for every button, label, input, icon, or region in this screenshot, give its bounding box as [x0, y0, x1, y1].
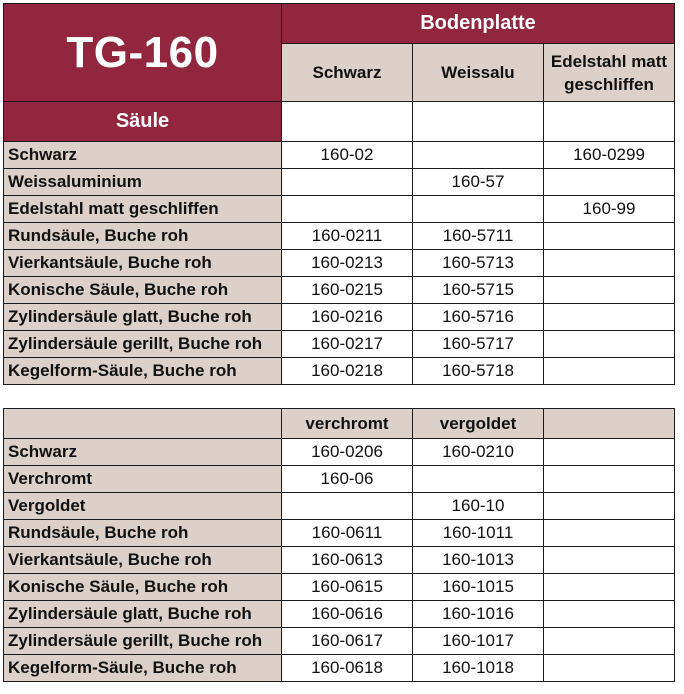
empty-cell — [413, 102, 544, 142]
article-number-cell: 160-1015 — [413, 574, 544, 601]
row-label: Kegelform-Säule, Buche roh — [4, 358, 282, 385]
article-number-cell — [544, 277, 675, 304]
column-header: verchromt — [282, 409, 413, 439]
article-number-cell: 160-0299 — [544, 142, 675, 169]
article-number-cell: 160-0215 — [282, 277, 413, 304]
article-number-cell — [544, 655, 675, 682]
article-number-cell — [544, 601, 675, 628]
table-row — [4, 142, 675, 169]
row-label: Weissaluminium — [4, 169, 282, 196]
article-number-cell — [544, 304, 675, 331]
article-number-cell — [282, 493, 413, 520]
table-row — [4, 304, 675, 331]
article-number-cell: 160-0211 — [282, 223, 413, 250]
article-number-cell: 160-0210 — [413, 439, 544, 466]
article-number-cell: 160-0217 — [282, 331, 413, 358]
article-number-cell: 160-99 — [544, 196, 675, 223]
article-number-cell: 160-0615 — [282, 574, 413, 601]
table-row — [4, 277, 675, 304]
row-label: Vierkantsäule, Buche roh — [4, 250, 282, 277]
article-number-cell — [544, 331, 675, 358]
row-label: Edelstahl matt geschliffen — [4, 196, 282, 223]
article-number-cell — [544, 520, 675, 547]
row-label: Schwarz — [4, 439, 282, 466]
column-header: Weissalu — [413, 44, 544, 102]
article-number-cell: 160-0216 — [282, 304, 413, 331]
row-label: Zylindersäule glatt, Buche roh — [4, 601, 282, 628]
empty-header-cell — [4, 409, 282, 439]
article-number-cell: 160-1011 — [413, 520, 544, 547]
table-row — [4, 547, 675, 574]
article-number-cell: 160-10 — [413, 493, 544, 520]
row-label: Schwarz — [4, 142, 282, 169]
row-label: Vergoldet — [4, 493, 282, 520]
table-row — [4, 439, 675, 466]
article-number-cell: 160-1013 — [413, 547, 544, 574]
row-label: Zylindersäule gerillt, Buche roh — [4, 331, 282, 358]
article-number-cell: 160-02 — [282, 142, 413, 169]
empty-cell — [544, 102, 675, 142]
table-row — [4, 574, 675, 601]
product-title: TG-160 — [4, 4, 282, 102]
article-number-cell — [544, 223, 675, 250]
column-header — [544, 409, 675, 439]
article-number-cell: 160-1016 — [413, 601, 544, 628]
article-number-cell: 160-0618 — [282, 655, 413, 682]
row-label: Verchromt — [4, 466, 282, 493]
row-label: Zylindersäule gerillt, Buche roh — [4, 628, 282, 655]
table-row — [4, 628, 675, 655]
article-number-cell — [544, 358, 675, 385]
article-number-cell: 160-5713 — [413, 250, 544, 277]
price-table-metallic — [3, 408, 675, 682]
article-number-cell: 160-0213 — [282, 250, 413, 277]
row-header-saeule: Säule — [4, 102, 282, 142]
article-number-cell: 160-0613 — [282, 547, 413, 574]
table-row — [4, 169, 675, 196]
column-header: Edelstahl matt geschliffen — [544, 44, 675, 102]
row-label: Rundsäule, Buche roh — [4, 520, 282, 547]
article-number-cell: 160-0218 — [282, 358, 413, 385]
row-label: Konische Säule, Buche roh — [4, 277, 282, 304]
article-number-cell — [544, 493, 675, 520]
article-number-cell: 160-1018 — [413, 655, 544, 682]
row-label: Rundsäule, Buche roh — [4, 223, 282, 250]
price-table-bodenplatte — [3, 3, 675, 385]
column-header: vergoldet — [413, 409, 544, 439]
article-number-cell — [413, 466, 544, 493]
article-number-cell: 160-57 — [413, 169, 544, 196]
table-row — [4, 520, 675, 547]
article-number-cell: 160-06 — [282, 466, 413, 493]
table-row — [4, 358, 675, 385]
article-number-cell — [544, 169, 675, 196]
group-header-bodenplatte: Bodenplatte — [282, 4, 675, 44]
article-number-cell: 160-5718 — [413, 358, 544, 385]
row-label: Zylindersäule glatt, Buche roh — [4, 304, 282, 331]
article-number-cell: 160-0616 — [282, 601, 413, 628]
row-label: Vierkantsäule, Buche roh — [4, 547, 282, 574]
article-number-cell: 160-5715 — [413, 277, 544, 304]
article-number-cell — [282, 196, 413, 223]
table-row — [4, 250, 675, 277]
article-number-cell — [544, 250, 675, 277]
article-number-cell — [544, 466, 675, 493]
article-number-cell — [413, 142, 544, 169]
article-number-cell: 160-0206 — [282, 439, 413, 466]
row-label: Kegelform-Säule, Buche roh — [4, 655, 282, 682]
table-row — [4, 223, 675, 250]
article-number-cell — [413, 196, 544, 223]
table-row — [4, 493, 675, 520]
empty-cell — [282, 102, 413, 142]
table-row — [4, 466, 675, 493]
article-number-cell: 160-5716 — [413, 304, 544, 331]
article-number-cell — [544, 547, 675, 574]
article-number-cell: 160-1017 — [413, 628, 544, 655]
article-number-cell — [544, 574, 675, 601]
article-number-cell — [544, 439, 675, 466]
table-row — [4, 655, 675, 682]
article-number-cell — [544, 628, 675, 655]
table-row — [4, 331, 675, 358]
table-row — [4, 196, 675, 223]
row-label: Konische Säule, Buche roh — [4, 574, 282, 601]
article-number-cell: 160-0611 — [282, 520, 413, 547]
column-header: Schwarz — [282, 44, 413, 102]
article-number-cell: 160-0617 — [282, 628, 413, 655]
table-row — [4, 601, 675, 628]
article-number-cell: 160-5711 — [413, 223, 544, 250]
article-number-cell — [282, 169, 413, 196]
article-number-cell: 160-5717 — [413, 331, 544, 358]
